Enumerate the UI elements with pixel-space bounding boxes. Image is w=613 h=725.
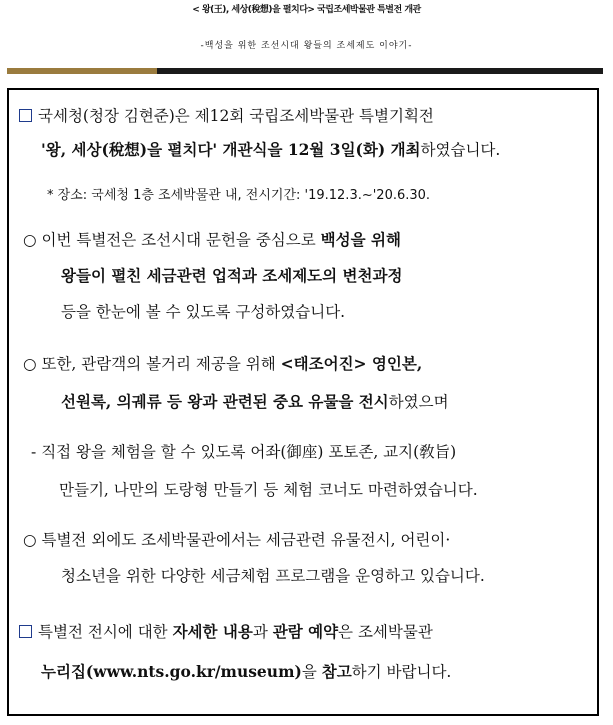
section2-line2: 누리집(www.nts.go.kr/museum)을 참고하기 바랍니다. <box>41 662 452 681</box>
circle-bullet-icon: ○ <box>23 231 37 249</box>
bullet2-line2: 선원록, 의궤류 등 왕과 관련된 중요 유물을 전시하였으며 <box>61 392 449 411</box>
website-link[interactable]: 누리집(www.nts.go.kr/museum) <box>41 662 302 681</box>
content-box <box>7 88 599 716</box>
dash-item-line2: 만들기, 나만의 도랑형 만들기 등 체험 코너도 마련하였습니다. <box>59 481 478 499</box>
section2-line1: 특별전 전시에 대한 자세한 내용과 관람 예약은 조세박물관 <box>19 622 433 642</box>
title-divider-bar <box>7 68 603 74</box>
page-title: < 왕(王), 세상(稅想)을 펼치다> 국립조세박물관 특별전 개관 <box>192 5 421 15</box>
bullet3-line2: 청소년을 위한 다양한 세금체험 프로그램을 운영하고 있습니다. <box>61 567 485 585</box>
dash-bullet: - <box>31 443 37 461</box>
section1-note: * 장소: 국세청 1층 조세박물관 내, 전시기간: '19.12.3.~'20.6.30. <box>47 188 431 203</box>
bullet2-line1: ○ 또한, 관람객의 볼거리 제공을 위해 <태조어진> 영인본, <box>23 354 423 373</box>
bullet1-line1: ○ 이번 특별전은 조선시대 문헌을 중심으로 백성을 위해 <box>23 230 401 249</box>
divider-accent <box>7 68 157 74</box>
checkbox-square-icon <box>19 109 32 122</box>
checkbox-square-icon <box>19 625 32 638</box>
bullet1-line3: 등을 한눈에 볼 수 있도록 구성하였습니다. <box>61 303 346 321</box>
section1-line2: '왕, 세상(稅想)을 펼치다' 개관식을 12월 3일(화) 개최하였습니다. <box>41 140 501 159</box>
circle-bullet-icon: ○ <box>23 355 37 373</box>
bullet1-line2: 왕들이 펼친 세금관련 업적과 조세제도의 변천과정 <box>61 266 403 285</box>
page-subtitle: -백성을 위한 조선시대 왕들의 조세제도 이야기- <box>200 41 413 51</box>
dash-item-line1: - 직접 왕을 체험을 할 수 있도록 어좌(御座) 포토존, 교지(敎旨) <box>31 443 457 461</box>
bullet3-line1: ○ 특별전 외에도 조세박물관에서는 세금관련 유물전시, 어린이· <box>23 531 451 549</box>
circle-bullet-icon: ○ <box>23 531 37 549</box>
section1-line1: 국세청(청장 김현준)은 제12회 국립조세박물관 특별기획전 <box>19 106 434 126</box>
